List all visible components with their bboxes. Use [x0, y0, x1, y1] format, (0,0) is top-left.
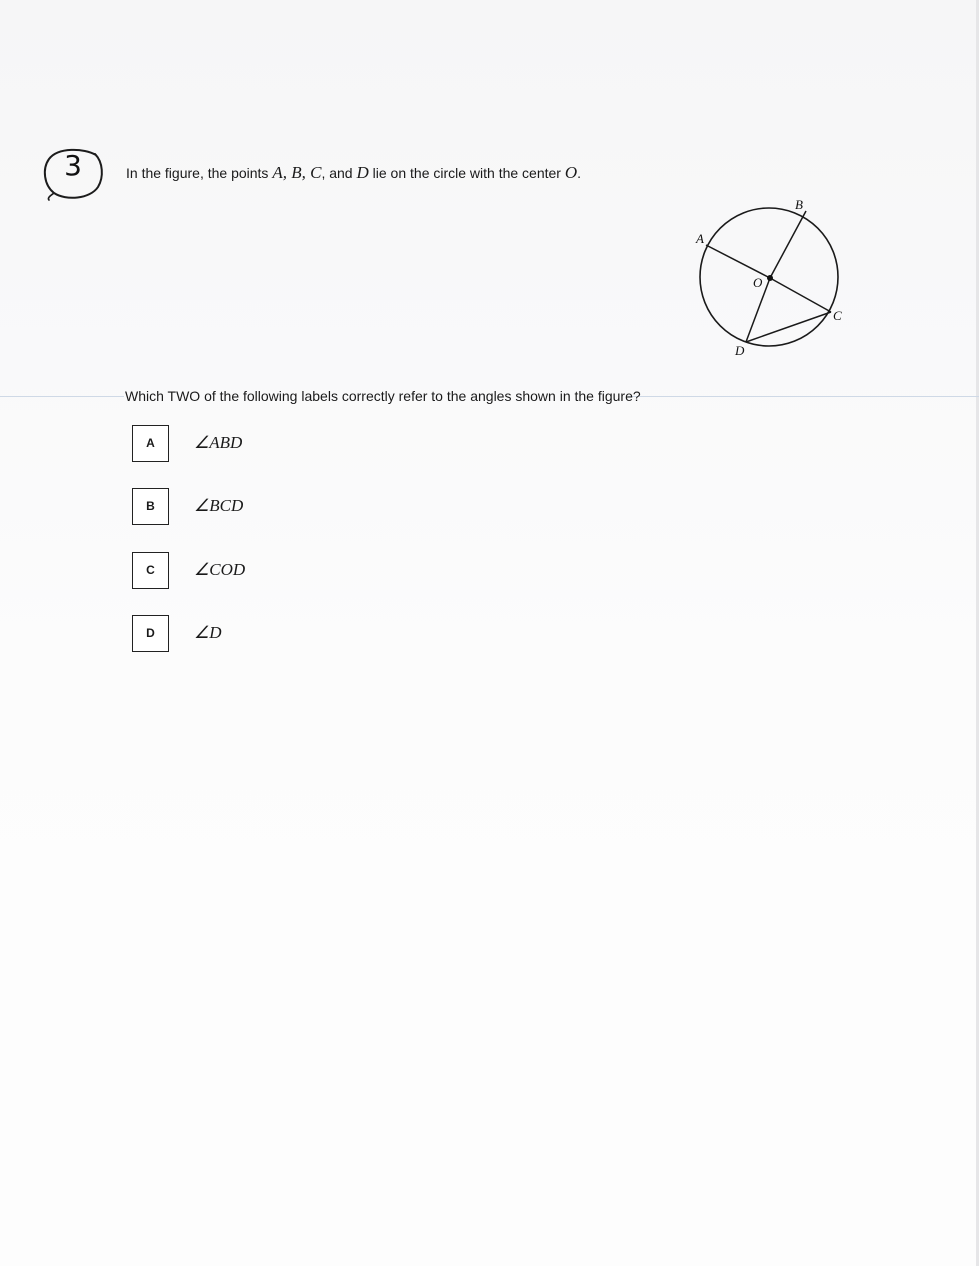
chord-bo: [770, 211, 806, 278]
option-c-text: ∠COD: [194, 560, 246, 579]
center-point: [767, 275, 773, 281]
point-d-math: D: [356, 163, 369, 182]
label-a: A: [696, 231, 704, 246]
question-number: 3: [64, 149, 82, 182]
stem-middle: lie on the circle with the center: [368, 165, 565, 181]
circle-figure: [688, 192, 858, 362]
option-d-letter-box[interactable]: D: [132, 615, 169, 652]
question-number-circle: [40, 145, 112, 203]
option-c[interactable]: [132, 550, 245, 590]
divider-left: [0, 396, 124, 397]
point-b-math: B: [291, 163, 302, 182]
label-b: B: [795, 197, 803, 212]
divider-right: [628, 396, 979, 397]
question-stem: [126, 162, 581, 184]
option-d-text: ∠D: [194, 623, 222, 642]
chord-dc: [746, 312, 831, 342]
option-b[interactable]: [132, 486, 243, 526]
label-c: C: [833, 308, 842, 323]
separator-1: ,: [282, 163, 292, 182]
separator-2: ,: [301, 163, 311, 182]
question-prompt: Which TWO of the following labels correctly refer to the angles shown in the figure?: [125, 388, 641, 404]
chord-ao: [706, 245, 770, 278]
point-c-math: C: [310, 163, 322, 182]
label-d: D: [735, 343, 745, 358]
option-c-letter-box[interactable]: C: [132, 552, 169, 589]
option-a[interactable]: [132, 423, 242, 463]
center-o-math: O: [564, 163, 578, 182]
option-a-text: ∠ABD: [194, 433, 243, 452]
separator-3: , and: [321, 165, 357, 181]
stem-prefix: In the figure, the points: [126, 165, 273, 181]
circle-diagram: [688, 192, 858, 362]
chord-oc: [770, 278, 831, 312]
stem-end: .: [577, 165, 582, 181]
option-d[interactable]: [132, 613, 222, 653]
label-o: O: [753, 275, 763, 290]
option-a-letter-box[interactable]: A: [132, 425, 169, 462]
option-b-text: ∠BCD: [194, 496, 244, 515]
point-a-math: A: [272, 163, 283, 182]
option-b-letter-box[interactable]: B: [132, 488, 169, 525]
